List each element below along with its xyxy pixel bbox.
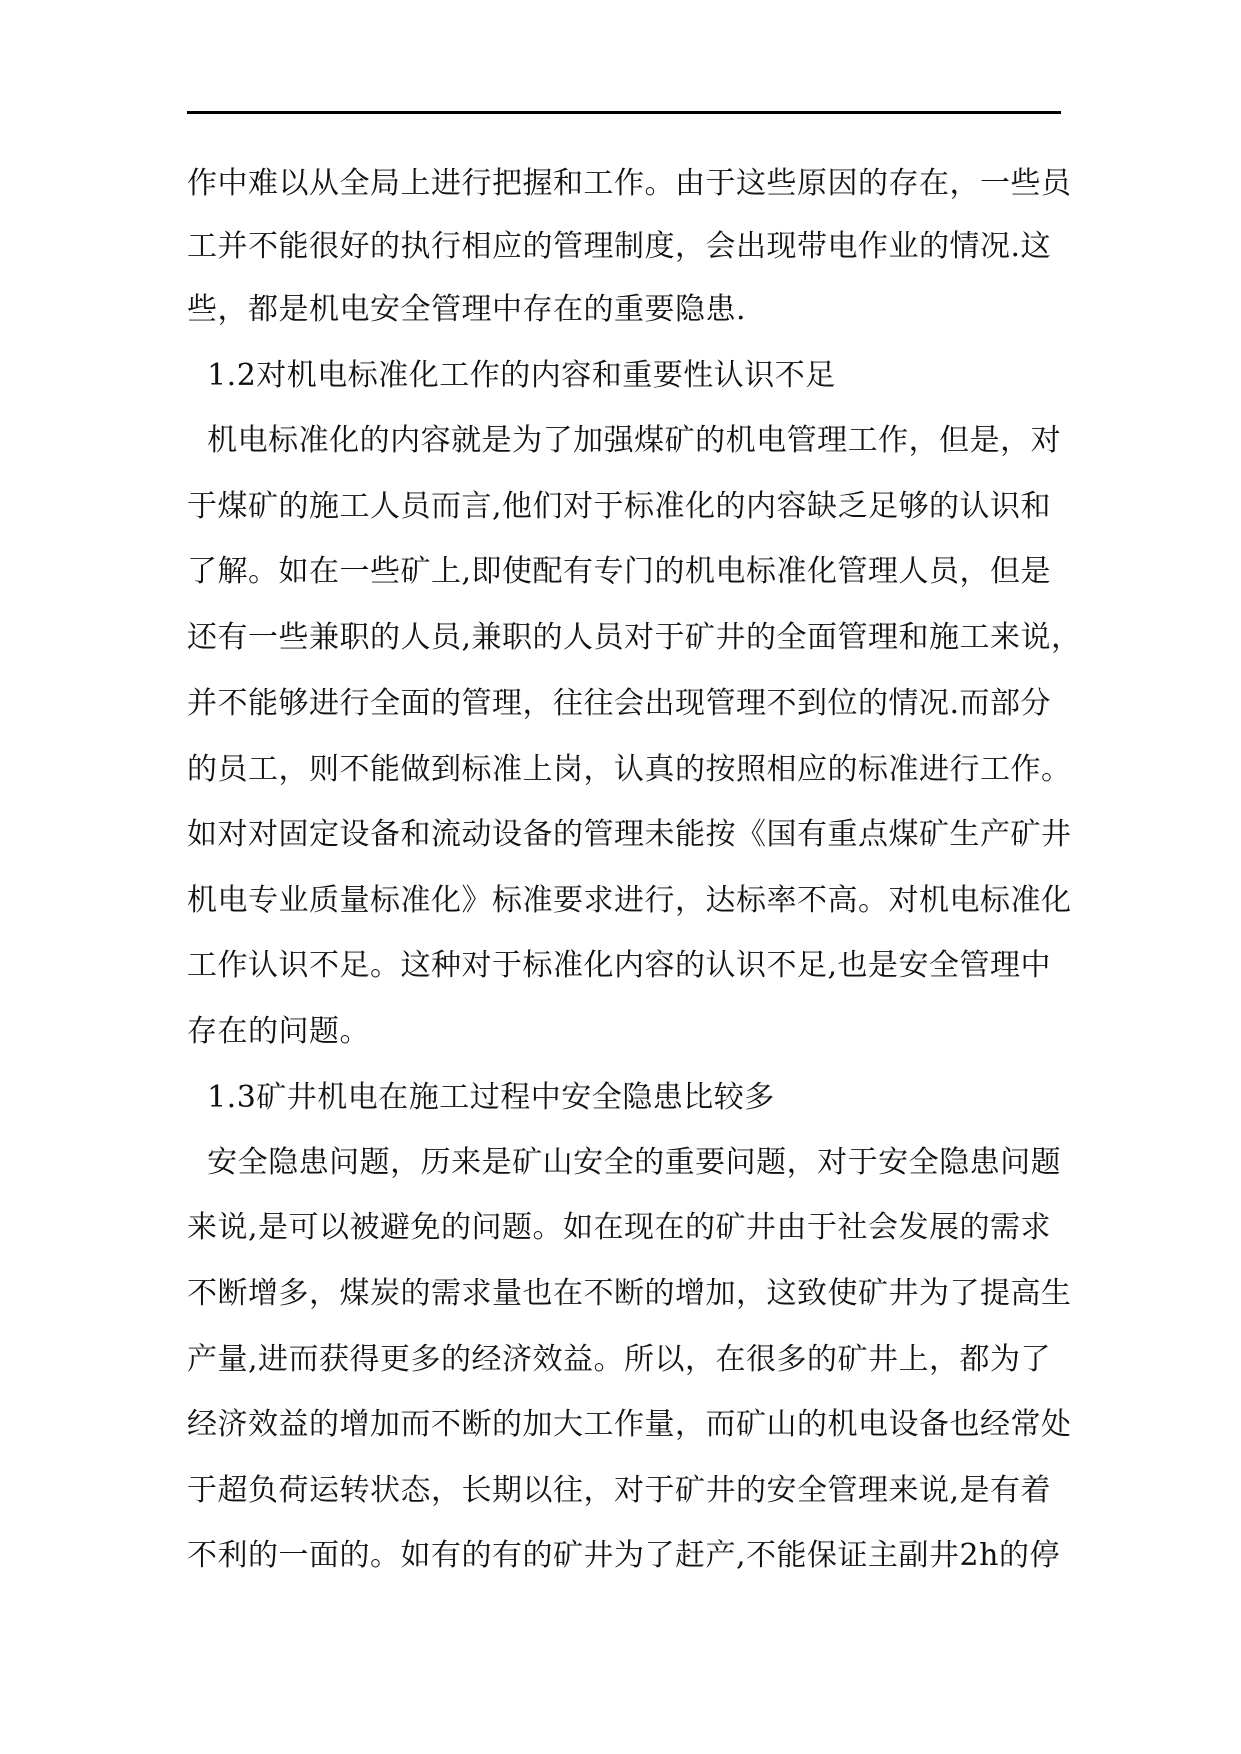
body-text-line: 于超负荷运转状态，长期以往，对于矿井的安全管理来说,是有着 — [187, 1473, 1052, 1508]
section-heading-1-2: 1.2对机电标准化工作的内容和重要性认识不足 — [187, 358, 836, 393]
body-text-line: 工作认识不足。这种对于标准化内容的认识不足,也是安全管理中 — [187, 948, 1052, 983]
body-text-line: 作中难以从全局上进行把握和工作。由于这些原因的存在，一些员 — [187, 166, 1072, 201]
body-text-line: 机电专业质量标准化》标准要求进行，达标率不高。对机电标准化 — [187, 883, 1072, 918]
body-text-line: 不利的一面的。如有的有的矿井为了赶产,不能保证主副井2h的停 — [187, 1538, 1060, 1573]
body-text-line: 于煤矿的施工人员而言,他们对于标准化的内容缺乏足够的认识和 — [187, 489, 1052, 524]
body-text-line: 产量,进而获得更多的经济效益。所以，在很多的矿井上，都为了 — [187, 1342, 1052, 1377]
body-text-line: 安全隐患问题，历来是矿山安全的重要问题，对于安全隐患问题 — [187, 1145, 1062, 1180]
body-text-line: 如对对固定设备和流动设备的管理未能按《国有重点煤矿生产矿井 — [187, 817, 1072, 852]
body-text-line: 存在的问题。 — [187, 1014, 370, 1049]
body-text-line: 的员工，则不能做到标准上岗，认真的按照相应的标准进行工作。 — [187, 752, 1072, 787]
header-rule — [187, 111, 1061, 114]
body-text-line: 并不能够进行全面的管理，往往会出现管理不到位的情况.而部分 — [187, 686, 1052, 721]
section-heading-1-3: 1.3矿井机电在施工过程中安全隐患比较多 — [187, 1080, 775, 1115]
body-text-line: 经济效益的增加而不断的加大工作量，而矿山的机电设备也经常处 — [187, 1407, 1072, 1442]
body-text-line: 不断增多，煤炭的需求量也在不断的增加，这致使矿井为了提高生 — [187, 1276, 1072, 1311]
body-text-line: 些，都是机电安全管理中存在的重要隐患. — [187, 292, 747, 327]
body-text-line: 还有一些兼职的人员,兼职的人员对于矿井的全面管理和施工来说， — [187, 620, 1082, 655]
body-text-line: 来说,是可以被避免的问题。如在现在的矿井由于社会发展的需求 — [187, 1210, 1052, 1245]
body-text-line: 机电标准化的内容就是为了加强煤矿的机电管理工作，但是，对 — [187, 423, 1062, 458]
body-text-line: 了解。如在一些矿上,即使配有专门的机电标准化管理人员，但是 — [187, 554, 1052, 589]
body-text-line: 工并不能很好的执行相应的管理制度，会出现带电作业的情况.这 — [187, 229, 1052, 264]
